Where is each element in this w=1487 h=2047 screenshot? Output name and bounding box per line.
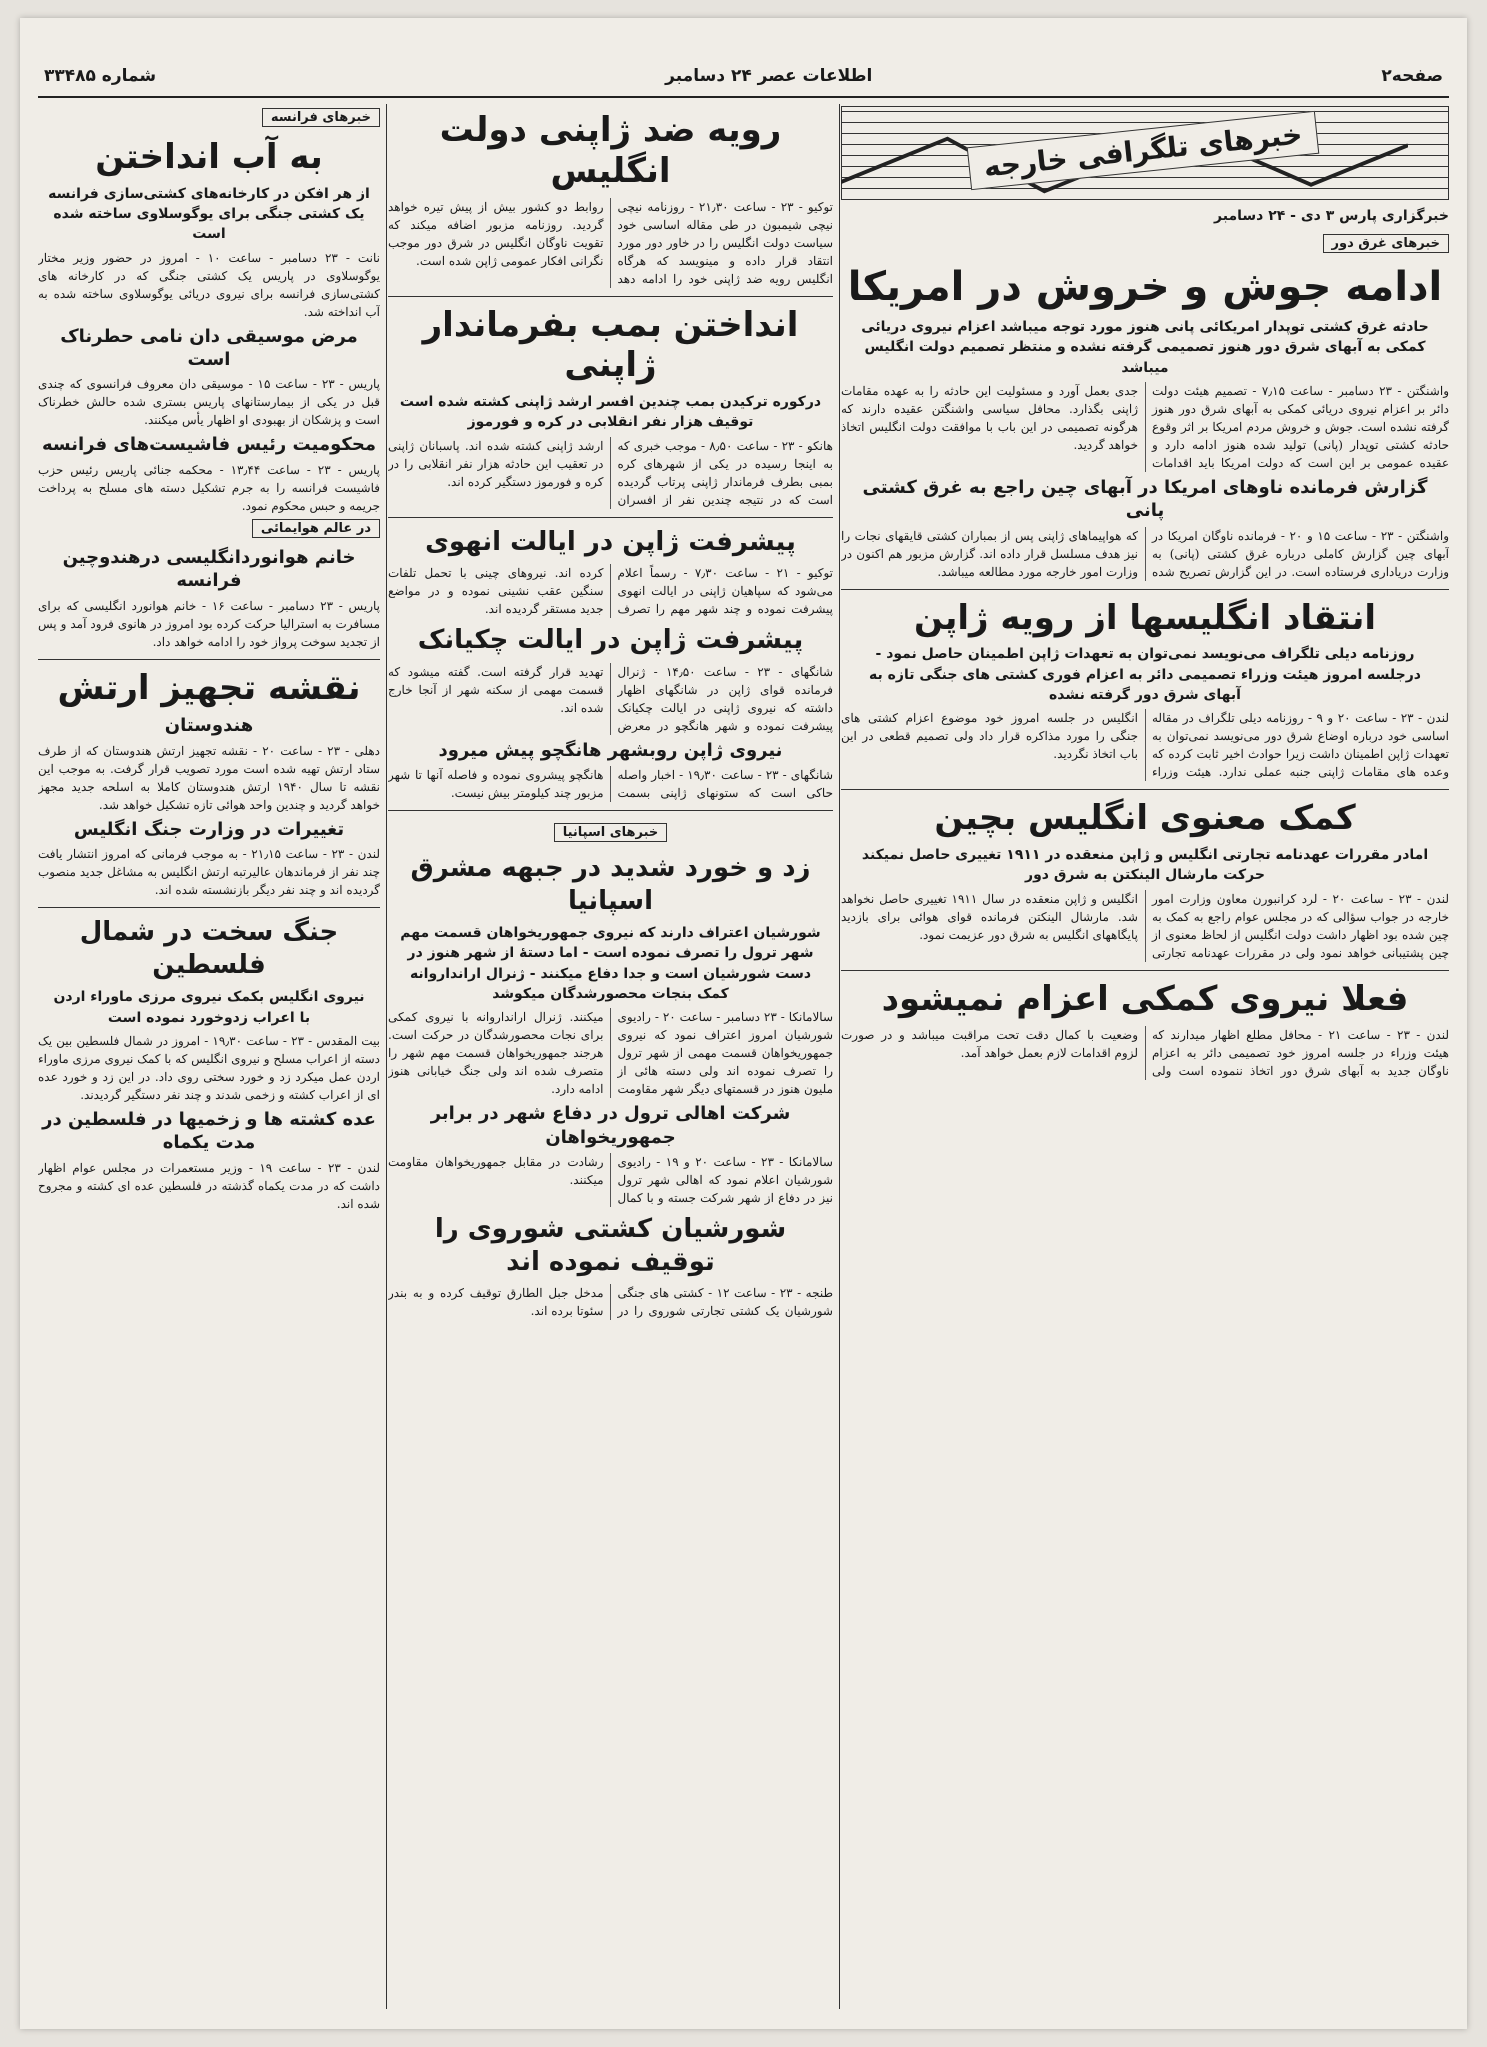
masthead bbox=[38, 56, 1449, 98]
divider bbox=[841, 789, 1449, 790]
headline: مرض موسیقی دان نامی حطرنا‌ک است bbox=[60, 325, 358, 371]
headline: پیشرفت ژاپن در ایالت انهوی bbox=[425, 526, 796, 557]
page-label: صفحه۲ bbox=[1381, 66, 1443, 86]
column-middle bbox=[388, 104, 833, 2009]
divider bbox=[38, 907, 380, 908]
subheadline: درکوره ترکیدن بمب چندین افسر ارشد ژاپنی کشته شده است توقیف هزار نفر انقلابی در کره و فورموز bbox=[399, 394, 822, 431]
article-body: واشنگتن - ۲۳ دسامبر - ساعت ۷٫۱۵ - تصمیم هیئت دولت دائر بر اعزام نیروی دریائی کمکی به آبهای شرق دور هنوز گرفته نشده است. جوش و خروش مردم امریکا بر اثر وقوع حادثه کشتی توپدار (پانی) تولید شده هنوز ادامه دارد و عقیده عمومی بر این است که دولت امریکا باید اقدامات جدی بعمل آورد و مسئولیت این حادثه را به عهده مقامات ژاپنی بگذارد. محافل سیاسی واشنگتن عقیده دارند که هرگونه تصمیمی در این باب با موافقت دولت انگلیس اتخاذ خواهد گردید. bbox=[841, 383, 1449, 470]
subheadline: نیروی انگلیس بکمک نیروی مرزی ماوراء اردن با اعراب زدوخورد نموده است bbox=[53, 989, 365, 1026]
subheadline: حادثه غرق کشتی توپدار امریکائی پانی هنوز مورد توجه میباشد اعزام نیروی دریائی کمکی به آبهای شرق دور هنوز تصمیمی گرفته نشده و منتظر تصمیم دولت انگلیس میباشد bbox=[861, 319, 1429, 376]
headline: عده کشته ها و زخمیها در فلسطین در مدت یکماه bbox=[42, 1108, 376, 1154]
headline: شرکت اهالی ترول در دفاع شهر در برابر جمهوریخواهان bbox=[430, 1103, 791, 1148]
article-body: لندن - ۲۳ - ساعت ۲۱٫۱۵ - به موجب فرمانی که امروز انتشار یافت چند نفر از فرماندهان عالیرتبه ارتش انگلیس به مشاغل جدید منصوب گردیده اند و چند نفر دیگر بازنشسته شده اند. bbox=[38, 847, 380, 898]
article-body: لندن - ۲۳ - ساعت ۲۱ - محافل مطلع اظهار میدارند که هیئت وزراء در جلسه امروز خود تصمیمی دائر به اعزام ناوگان جدید به آبهای شرق دور اتخاذ ننموده است ولی وضعیت با کمال دقت تحت مراقبت میباشد و در صورت لزوم اقدامات لازم بعمل خواهد آمد. bbox=[841, 1027, 1449, 1078]
headline: خانم هوانوردانگلیسی درهندوچین فرانسه bbox=[62, 546, 356, 592]
divider bbox=[388, 517, 833, 518]
article-body: پاریس - ۲۳ دسامبر - ساعت ۱۶ - خانم هوانورد انگلیسی که برای مسافرت به استرالیا حرکت کرده بود امروز در هانوی فرود آمد و پس از تجدید سوخت پرواز خود را ادامه خواهد داد. bbox=[38, 598, 380, 649]
article-body: نانت - ۲۳ دسامبر - ساعت ۱۰ - امروز در حضور وزیر مختار یوگوسلاوی در پاریس یک کشتی جنگی که در کارخانه های کشتی‌سازی فرانسه برای نیروی دریائی یوگوسلاوی ساخته شده به آب انداخته شد. bbox=[38, 250, 380, 319]
newspaper-page bbox=[20, 18, 1467, 2029]
section-label-wrap bbox=[388, 819, 833, 846]
article-body: پاریس - ۲۳ - ساعت ۱۵ - موسیقی دان معروف فرانسوی که چندی قبل در یکی از بیمارستانهای پاریس بستری شده حالش خطرناک است و پزشکان از بهبودی او اظهار یأس میکنند. bbox=[38, 377, 380, 428]
article-body: سالامانکا - ۲۳ - ساعت ۲۰ و ۱۹ - رادیوی شورشیان اعلام نمود که اهالی شهر ترول نیز در دفاع از شهر شرکت جسته و با کمال رشادت در مقابل جمهوریخواهان مقاومت میکنند. bbox=[388, 1155, 833, 1206]
headline: محکومیت رئیس فاشیست‌های فرانسه bbox=[42, 434, 376, 456]
logo-text: خبرهای تلگرافی خارجه bbox=[967, 111, 1320, 190]
headline: تغییرات در وزارت جنگ انگلیس bbox=[73, 818, 345, 840]
headline: به آب انداختن bbox=[95, 137, 323, 177]
subheadline: شورشیان اعتراف دارند که نیروی جمهوریخواهان قسمت مهم شهر ترول را تصرف نموده است - اما دستهٔ از شهر هنوز در دست شورشیان است و جدا دفاع میکنند - ژنرال ارانداروانه کمک بنجات محصورشدگان میکوشد bbox=[400, 925, 821, 1003]
divider bbox=[38, 659, 380, 660]
headline: ادامه جوش و خروش در امریکا bbox=[847, 264, 1443, 310]
issue-number: شماره ۳۳۴۸۵ bbox=[44, 66, 157, 86]
article-body: شانگهای - ۲۳ - ساعت ۱۴٫۵۰ - ژنرال فرمانده قوای ژاپن در شانگهای اظهار داشته که نیروی ژاپنی در ایالت چکیانک پیشرفت نموده و شهر هانگچو در معرض تهدید قرار گرفته است. گفته میشود که قسمت مهمی از سکنه شهر از آنجا خارج شده اند. bbox=[388, 664, 833, 733]
foreign-news-logo bbox=[841, 106, 1449, 200]
article-body: لندن - ۲۳ - ساعت ۲۰ و ۹ - روزنامه دیلی تلگراف در مقاله اساسی خود درباره اوضاع شرق دور می‌نویسد نمی‌توان به تعهدات ژاپن اطمینان داشت زیرا حوادث اخیر ثابت کرده که وعده های مقامات ژاپنی جنبه عملی ندارد. هیئت وزراء انگلیس در جلسه امروز خود موضوع اعزام کشتی های جنگی را مورد مذاکره قرار داد ولی تصمیم قطعی در این باب اتخاذ نگردید. bbox=[841, 711, 1449, 780]
article-body: هانکو - ۲۳ - ساعت ۸٫۵۰ - موجب خبری که به اینجا رسیده در یکی از شهرهای کره بمبی بطرف فرماندار ژاپنی پرتاب گردیده است که در نتیجه چندین نفر از افسران ارشد ژاپنی کشته شده اند. پاسبانان ژاپنی در تعقیب این حادثه هزار نفر انقلابی را در کره و فورموز دستگیر کرده اند. bbox=[388, 438, 833, 507]
headline: پیشرفت ژاپن در ایالت چکیانک bbox=[417, 625, 804, 656]
headline: شورشیان کشتی شوروی را توقیف نموده اند bbox=[434, 1214, 787, 1277]
article-body: پاریس - ۲۳ - ساعت ۱۳٫۴۴ - محکمه جنائی پاریس رئیس حزب فاشیست فرانسه را به جرم تشکیل دسته های مسلح به پرداخت جریمه و حبس محکوم نمود. bbox=[38, 462, 380, 513]
column-left bbox=[38, 104, 380, 2009]
article-body: لندن - ۲۳ - ساعت ۲۰ - لرد کرانبورن معاون وزارت امور خارجه در جواب سؤالی که در مجلس عوام راجع به کمک به چین شده بود اظهار داشت دولت انگلیس از لحاظ معنوی از چین پشتیبانی خواهد نمود ولی در مقررات عهدنامه تجارتی انگلیس و ژاپن منعقده در سال ۱۹۱۱ تغییری حاصل نخواهد شد. مارشال الینکتن فرمانده قوای هوائی برای بازدید پایگاههای انگلیس به شرق دور عزیمت نمود. bbox=[841, 891, 1449, 960]
article-body: بیت المقدس - ۲۳ - ساعت ۱۹٫۳۰ - امروز در شمال فلسطین بین یک دسته از اعراب مسلح و نیروی انگلیس که با کمک نیروی مرزی ماوراء اردن عمل میکرد زد و خورد سختی روی داد. در این زد و خورد عده ای از اعراب کشته و زخمی شدند و چند نفر دستگیر گردیدند. bbox=[38, 1033, 380, 1102]
article-body: لندن - ۲۳ - ساعت ۱۹ - وزیر مستعمرات در مجلس عوام اظهار داشت که در مدت یکماه گذشته در فلسطین عده ای کشته و مجروح شده اند. bbox=[38, 1160, 380, 1211]
headline: کمک معنوی انگلیس بچین bbox=[934, 798, 1356, 839]
section-label: در عالم هوایمائی bbox=[252, 519, 380, 538]
article-body: سالامانکا - ۲۳ دسامبر - ساعت ۲۰ - رادیوی شورشیان امروز اعتراف نمود که نیروی جمهوریخواهان قسمت مهمی از شهر ترول را تصرف نموده اند ولی دسته هائی از ملیون هنوز در قسمتهای دیگر شهر مقاومت میکنند. ژنرال ارانداروانه با نیروی کمکی برای نجات محصورشدگان در حرکت است. هرجند جمهوریخواهان قسمت مهم شهر را متصرف شده اند ولی جنگ خیابانی هنوز ادامه دارد. bbox=[388, 1010, 833, 1097]
section-label: خبرهای فرانسه bbox=[262, 108, 380, 127]
subheadline: روزنامه دیلی تلگراف می‌نویسد نمی‌توان به تعهدات ژاپن اطمینان حاصل نمود - درجلسه امروز هیئت وزراء تصمیمی دائر به اعزام فوری کشتی های جنگی تازه به آبهای شرق دور گرفته نشده bbox=[869, 646, 1421, 704]
subheadline: هندوستان bbox=[164, 715, 254, 737]
article-body: توکیو - ۲۳ - ساعت ۲۱٫۳۰ - روزنامه نیچی نیچی شیمبون در طی مقاله اساسی خود سیاست دولت انگلیس را در خاور دور مورد انتقاد قرار داده و مینویسد که هرگاه انگلیس رویه ضد ژاپنی خود را ادامه دهد روابط دو کشور بیش از پیش تیره خواهد گردید. روزنامه مزبور اضافه میکند که تقویت ناوگان انگلیس در شرق دور موجب نگرانی افکار عمومی ژاپن شده است. bbox=[388, 199, 833, 286]
subheadline: امادر مقررات عهدنامه تجارتی انگلیس و ژاپن منعقده در ۱۹۱۱ تغییری حاصل نمیکند حرکت مارشال الینکتن به شرق دور bbox=[861, 847, 1429, 884]
divider bbox=[388, 810, 833, 811]
column-divider bbox=[839, 104, 840, 2009]
divider bbox=[841, 970, 1449, 971]
subheadline: از هر افکن در کارخانه‌های کشتی‌سازی فرانسه یک کشتی جنگی برای یوگوسلاوی ساخته شده است bbox=[48, 185, 370, 243]
news-agency-dateline: خبرگزاری پارس ۳ دی - ۲۴ دسامبر bbox=[1214, 208, 1449, 224]
headline: رویه ضد ژاپنی دولت انگلیس bbox=[439, 110, 782, 191]
paper-title: اطلاعات عصر ۲۴ دسامبر bbox=[665, 66, 873, 86]
headline: نیروی ژاپن روبشهر هانگچو پیش میرود bbox=[438, 739, 783, 761]
article-body: شانگهای - ۲۳ - ساعت ۱۹٫۳۰ - اخبار واصله حاکی است که ستونهای ژاپنی بسمت هانگچو پیشروی نموده و فاصله آنها تا شهر مزبور چند کیلومتر بیش نیست. bbox=[388, 768, 833, 801]
section-label: خبرهای غرق دور bbox=[1323, 234, 1449, 253]
headline: جنگ سخت در شمال فلسطین bbox=[79, 917, 339, 980]
column-right bbox=[841, 104, 1449, 2009]
headline: انتقاد انگلیسها از رویه ژاپن bbox=[913, 597, 1376, 638]
divider bbox=[388, 296, 833, 297]
article-body: دهلی - ۲۳ - ساعت ۲۰ - نقشه تجهیز ارتش هندوستان که از طرف ستاد ارتش تهیه شده است مورد تصویب قرار گرفت. به موجب این نقشه تا سال ۱۹۴۰ ارتش هندوستان کاملا به اسلحه جدید مجهز خواهد گردید و چندین واحد هوائی تازه تشکیل خواهد شد. bbox=[38, 743, 380, 812]
section-label: خبرهای اسپانیا bbox=[554, 823, 668, 842]
column-divider bbox=[386, 104, 387, 2009]
divider bbox=[841, 589, 1449, 590]
headline: گزارش فرمانده ناوهای امریکا در آبهای چین راجع به غرق کشتی پانی bbox=[862, 476, 1428, 522]
headline: فعلا نیروی کمکی اعزام نمیشود bbox=[881, 978, 1409, 1019]
article-body: واشنگتن - ۲۳ - ساعت ۱۵ و ۲۰ - فرمانده ناوگان امریکا در آبهای چین گزارش کاملی درباره غرق کشتی (پانی) به وزارت دریاداری فرستاده است. در این گزارش تصریح شده که هواپیماهای ژاپنی پس از بمباران کشتی قایقهای نجات را نیز هدف مسلسل قرار داده اند. گزارش مزبور هم اکنون در وزارت امور خارجه مورد مطالعه میباشد. bbox=[841, 528, 1449, 579]
article-body: طنجه - ۲۳ - ساعت ۱۲ - کشتی های جنگی شورشیان یک کشتی تجارتی شوروی را در مدخل جبل الطارق توقیف کرده و به بندر سئوتا برده اند. bbox=[388, 1286, 833, 1319]
article-body: توکیو - ۲۱ - ساعت ۷٫۳۰ - رسماً اعلام می‌شود که سپاهیان ژاپنی در ایالت انهوی پیشرفت نموده و چند شهر مهم را تصرف کرده اند. نیروهای چینی با تحمل تلفات سنگین عقب نشینی نموده و در مواضع جدید مستقر گردیده اند. bbox=[388, 566, 833, 617]
headline: انداختن بمب بفرماندار ژاپنی bbox=[422, 304, 799, 386]
headline: زد و خورد شدید در جبهه مشرق اسپانیا bbox=[410, 853, 811, 916]
headline: نقشه تجهیز ارتش bbox=[57, 667, 361, 708]
